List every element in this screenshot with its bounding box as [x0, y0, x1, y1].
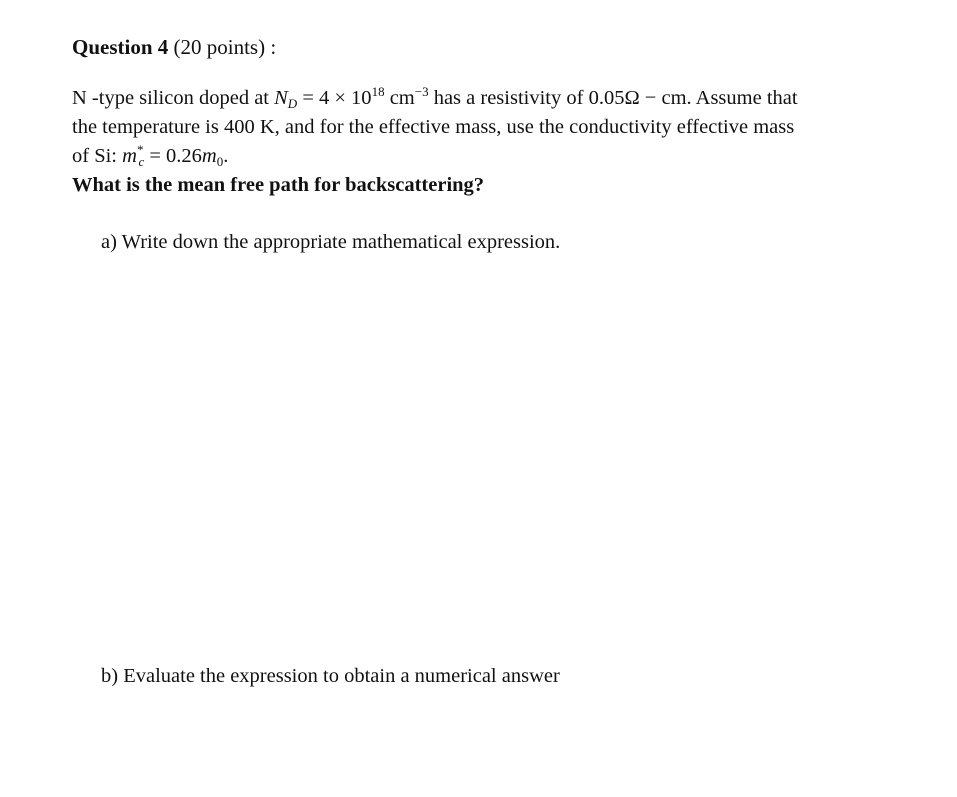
problem-line-2: the temperature is 400 K, and for the effective mass, use the conductivity effective mass — [72, 116, 795, 138]
text-segment: of Si: — [72, 145, 123, 167]
question-prompt: What is the mean free path for backscattering? — [72, 174, 485, 196]
nd-exponent: 18 — [371, 84, 385, 99]
m0-symbol: m — [201, 145, 217, 167]
nd-unit: cm — [384, 87, 415, 109]
mc-superscript: * — [136, 142, 144, 157]
nd-subscript: D — [287, 96, 298, 111]
part-b: b) Evaluate the expression to obtain a numerical answer — [101, 665, 560, 687]
question-heading — [72, 34, 276, 60]
text-segment: N -type silicon doped at — [72, 87, 275, 109]
mc-subscript: c — [138, 154, 145, 169]
problem-line-3 — [72, 142, 892, 171]
nd-unit-exponent: −3 — [414, 84, 429, 99]
text-segment: . — [223, 145, 229, 167]
mc-equation: = 0.26 — [144, 145, 202, 167]
nd-equation: = 4 × 10 — [297, 87, 372, 109]
question-label: Question 4 — [72, 35, 169, 59]
problem-line-1 — [72, 84, 892, 113]
question-points: (20 points) : — [173, 35, 277, 59]
m0-subscript: 0 — [216, 154, 224, 169]
problem-statement — [72, 84, 892, 200]
text-segment: has a resistivity of 0.05Ω − cm. Assume that — [428, 87, 798, 109]
part-a: a) Write down the appropriate mathematical expression. — [101, 231, 561, 253]
mc-symbol: m — [122, 145, 137, 167]
nd-symbol: N — [274, 87, 288, 109]
